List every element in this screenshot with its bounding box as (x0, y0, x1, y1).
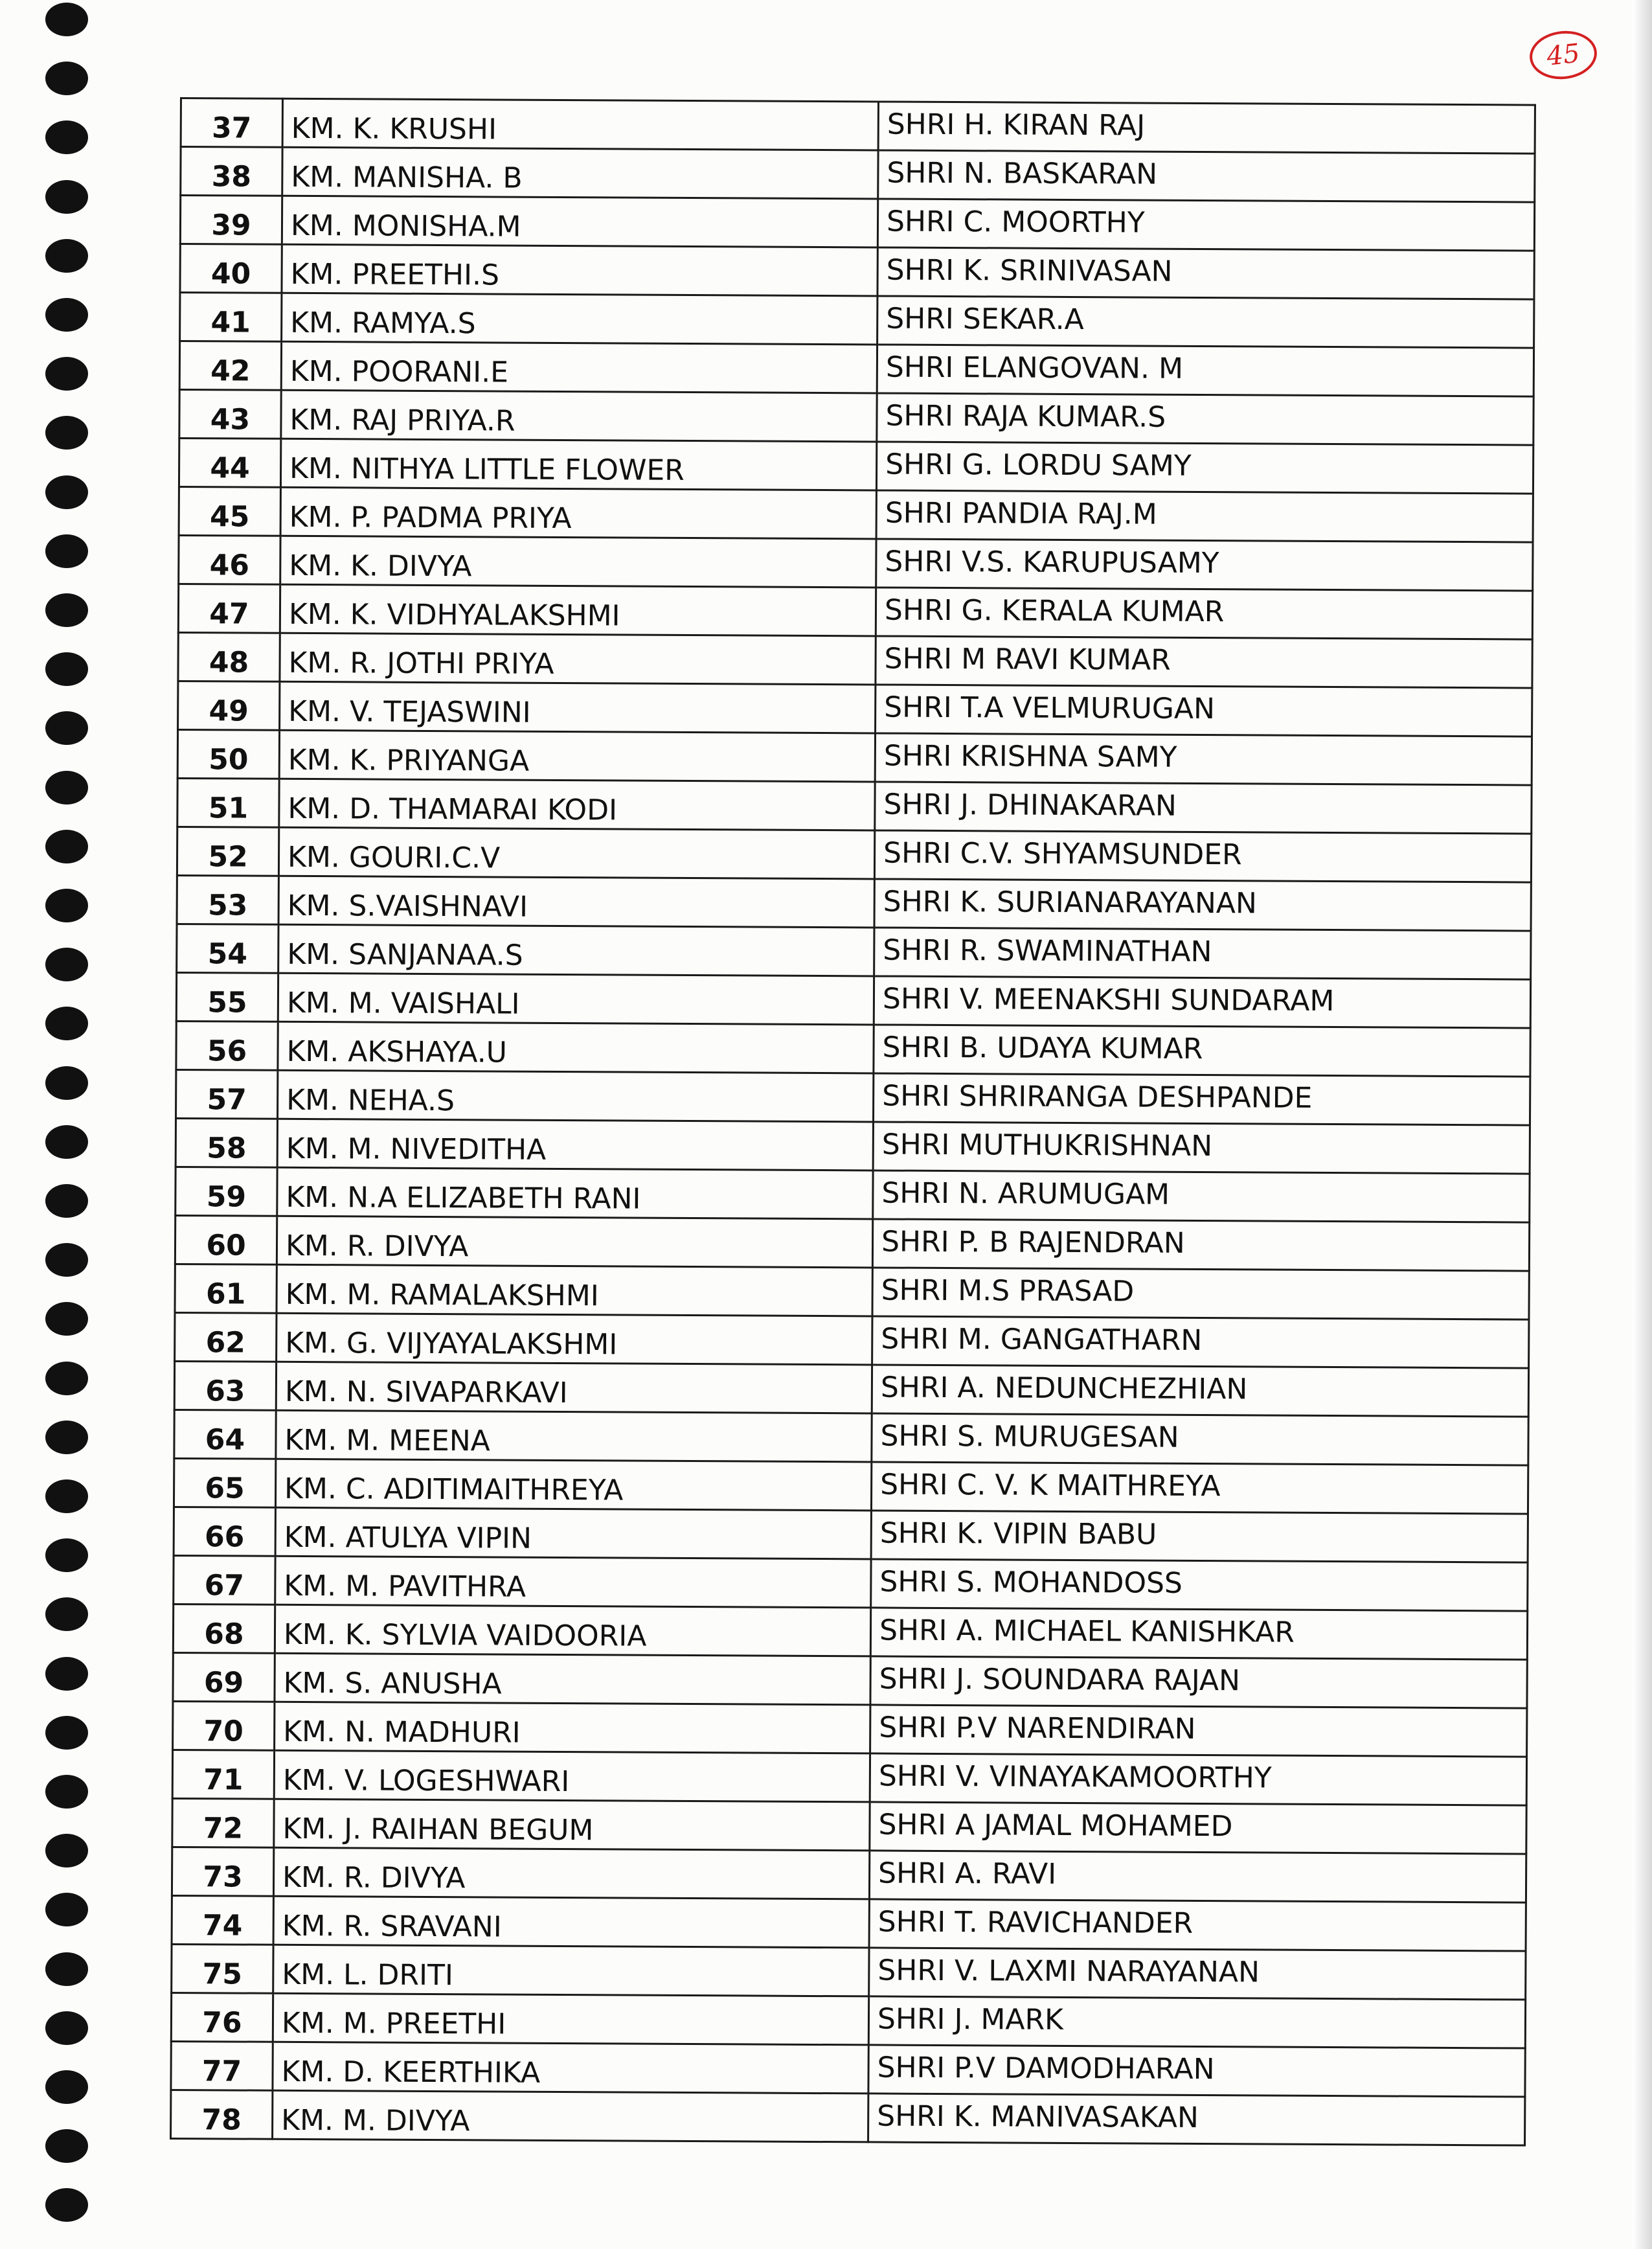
student-name-cell: KM. K. KRUSHI (282, 98, 878, 150)
binder-hole (45, 593, 88, 627)
table-row (174, 1410, 1528, 1465)
father-name-cell: SHRI SEKAR.A (877, 296, 1534, 348)
father-name-cell: SHRI J. SOUNDARA RAJAN (870, 1656, 1527, 1708)
table-row (174, 1555, 1528, 1611)
table-row (172, 1895, 1526, 1951)
student-name-cell: KM. R. JOTHI PRIYA (280, 633, 876, 685)
serial-number-cell: 59 (175, 1167, 277, 1216)
binder-hole (45, 180, 88, 214)
table-row (181, 147, 1535, 203)
table-row (181, 98, 1535, 154)
student-name-cell: KM. C. ADITIMAITHREYA (275, 1459, 871, 1511)
father-name-cell: SHRI M. GANGATHARN (872, 1316, 1529, 1368)
father-name-cell: SHRI C. V. K MAITHREYA (871, 1462, 1528, 1514)
student-name-cell: KM. K. SYLVIA VAIDOORIA (275, 1604, 870, 1656)
father-name-cell: SHRI KRISHNA SAMY (875, 733, 1532, 785)
table-row (174, 1361, 1528, 1417)
table-row (180, 196, 1534, 251)
binder-hole (45, 416, 88, 450)
serial-number-cell: 54 (177, 924, 278, 973)
father-name-cell: SHRI MUTHUKRISHNAN (873, 1122, 1530, 1174)
student-name-cell: KM. AKSHAYA.U (278, 1022, 874, 1073)
serial-number-cell: 55 (176, 972, 278, 1022)
serial-number-cell: 73 (172, 1847, 273, 1896)
student-name-cell: KM. M. VAISHALI (278, 973, 874, 1025)
father-name-cell: SHRI M RAVI KUMAR (876, 636, 1532, 688)
student-name-cell: KM. L. DRITI (273, 1945, 869, 1996)
father-name-cell: SHRI G. LORDU SAMY (876, 442, 1533, 494)
student-name-cell: KM. RAMYA.S (282, 293, 877, 345)
father-name-cell: SHRI J. DHINAKARAN (875, 782, 1532, 834)
student-name-cell: KM. MANISHA. B (282, 147, 878, 199)
student-name-cell: KM. D. THAMARAI KODI (279, 779, 875, 830)
table-row (175, 1118, 1530, 1174)
student-name-cell: KM. R. SRAVANI (273, 1896, 869, 1948)
table-row (175, 1167, 1530, 1222)
father-name-cell: SHRI T.A VELMURUGAN (876, 685, 1532, 736)
father-name-cell: SHRI V. VINAYAKAMOORTHY (870, 1753, 1526, 1805)
father-name-cell: SHRI N. BASKARAN (878, 150, 1535, 202)
student-name-cell: KM. K. DIVYA (280, 536, 876, 588)
table-row (180, 244, 1534, 300)
serial-number-cell: 53 (177, 875, 278, 924)
binder-hole (45, 1893, 88, 1926)
binder-hole (45, 2129, 88, 2163)
table-row (173, 1604, 1527, 1660)
table-row (172, 1847, 1526, 1902)
serial-number-cell: 43 (179, 390, 281, 439)
student-name-cell: KM. S.VAISHNAVI (278, 876, 874, 928)
binder-hole (45, 652, 88, 686)
table-row (171, 2041, 1525, 2097)
table-row (175, 1264, 1529, 1319)
binder-hole (45, 1538, 88, 1572)
student-name-cell: KM. ATULYA VIPIN (275, 1507, 871, 1559)
binder-hole (45, 298, 88, 332)
serial-number-cell: 62 (175, 1312, 277, 1362)
table-row (178, 681, 1532, 736)
student-name-cell: KM. M. NIVEDITHA (277, 1119, 873, 1170)
student-name-cell: KM. P. PADMA PRIYA (280, 487, 876, 539)
serial-number-cell: 72 (172, 1798, 274, 1847)
binder-hole (45, 239, 88, 273)
binder-hole (45, 1479, 88, 1513)
table-row (177, 875, 1531, 931)
binder-hole (45, 1421, 88, 1454)
binder-hole (45, 534, 88, 568)
serial-number-cell: 75 (172, 1944, 273, 1993)
father-name-cell: SHRI A. RAVI (869, 1851, 1526, 1902)
table-row (177, 778, 1532, 834)
student-name-cell: KM. MONISHA.M (282, 196, 877, 247)
student-name-cell: KM. R. DIVYA (273, 1847, 869, 1899)
father-name-cell: SHRI T. RAVICHANDER (869, 1899, 1526, 1951)
father-name-cell: SHRI PANDIA RAJ.M (876, 490, 1533, 542)
page-number-text: 45 (1545, 38, 1581, 72)
student-name-cell: KM. M. DIVYA (273, 2090, 868, 2142)
binder-hole (45, 475, 88, 509)
student-name-cell: KM. R. DIVYA (277, 1216, 872, 1268)
serial-number-cell: 46 (179, 535, 280, 584)
father-name-cell: SHRI P.V NARENDIRAN (870, 1705, 1527, 1757)
serial-number-cell: 63 (174, 1361, 276, 1410)
student-name-cell: KM. RAJ PRIYA.R (281, 390, 877, 442)
student-name-cell: KM. NITHYA LITTLE FLOWER (280, 439, 876, 490)
table-row (179, 390, 1533, 446)
binder-hole (45, 3, 88, 36)
serial-number-cell: 44 (179, 439, 280, 488)
father-name-cell: SHRI ELANGOVAN. M (877, 345, 1533, 396)
binder-hole (45, 2070, 88, 2104)
serial-number-cell: 51 (177, 778, 279, 827)
table-row (176, 1021, 1530, 1077)
binder-hole (45, 711, 88, 745)
student-name-cell: KM. POORANI.E (281, 341, 877, 393)
binder-hole (45, 1007, 88, 1040)
serial-number-cell: 77 (171, 2041, 273, 2090)
binder-hole (45, 1657, 88, 1691)
serial-number-cell: 67 (174, 1555, 275, 1604)
student-list-table-wrap (170, 97, 1536, 2147)
page-number-stamp (1527, 28, 1599, 82)
table-row (174, 1507, 1528, 1562)
father-name-cell: SHRI A. MICHAEL KANISHKAR (870, 1608, 1527, 1660)
table-row (176, 1069, 1530, 1125)
table-row (177, 924, 1531, 979)
binder-hole (45, 1066, 88, 1100)
father-name-cell: SHRI P.V DAMODHARAN (868, 2045, 1525, 2097)
serial-number-cell: 66 (174, 1507, 275, 1556)
student-name-cell: KM. K. PRIYANGA (279, 730, 875, 782)
father-name-cell: SHRI K. SURIANARAYANAN (874, 879, 1531, 931)
father-name-cell: SHRI K. VIPIN BABU (871, 1511, 1528, 1562)
student-name-cell: KM. G. VIJYAYALAKSHMI (277, 1313, 872, 1365)
binder-hole (45, 1716, 88, 1750)
father-name-cell: SHRI V. LAXMI NARAYANAN (869, 1948, 1526, 2000)
binder-hole (45, 2011, 88, 2045)
table-row (176, 972, 1530, 1028)
serial-number-cell: 56 (176, 1021, 278, 1070)
table-row (179, 486, 1533, 542)
father-name-cell: SHRI SHRIRANGA DESHPANDE (874, 1073, 1530, 1125)
table-row (179, 439, 1533, 494)
serial-number-cell: 42 (179, 341, 281, 391)
table-row (175, 1215, 1529, 1271)
binder-hole (45, 1362, 88, 1395)
binder-hole (45, 1125, 88, 1159)
father-name-cell: SHRI RAJA KUMAR.S (877, 393, 1533, 445)
student-name-cell: KM. N.A ELIZABETH RANI (277, 1167, 873, 1219)
serial-number-cell: 37 (181, 98, 282, 148)
serial-number-cell: 74 (172, 1895, 273, 1945)
serial-number-cell: 39 (180, 196, 282, 245)
father-name-cell: SHRI C. MOORTHY (877, 199, 1534, 251)
serial-number-cell: 41 (180, 293, 282, 342)
serial-number-cell: 60 (175, 1215, 277, 1264)
binder-hole (45, 1597, 88, 1631)
binder-hole (45, 1184, 88, 1218)
father-name-cell: SHRI S. MURUGESAN (872, 1413, 1528, 1465)
father-name-cell: SHRI K. SRINIVASAN (877, 247, 1534, 299)
father-name-cell: SHRI J. MARK (868, 1996, 1525, 2048)
serial-number-cell: 40 (180, 244, 282, 293)
binder-hole (45, 120, 88, 154)
father-name-cell: SHRI P. B RAJENDRAN (872, 1219, 1529, 1271)
serial-number-cell: 47 (178, 584, 280, 633)
binder-hole (45, 2188, 88, 2222)
binder-hole (45, 1775, 88, 1809)
father-name-cell: SHRI M.S PRASAD (872, 1268, 1529, 1319)
table-row (172, 1750, 1526, 1805)
binder-hole (45, 1302, 88, 1336)
student-name-cell: KM. M. RAMALAKSHMI (277, 1264, 872, 1316)
student-name-cell: KM. NEHA.S (278, 1070, 874, 1122)
binder-holes (45, 0, 97, 2249)
table-row (171, 1992, 1525, 2048)
serial-number-cell: 52 (177, 827, 278, 876)
serial-number-cell: 71 (172, 1750, 274, 1799)
student-name-cell: KM. M. PREETHI (273, 1993, 868, 2045)
binder-hole (45, 948, 88, 981)
table-row (178, 584, 1532, 639)
page-edge-shadow (1633, 0, 1652, 2249)
binder-hole (45, 771, 88, 805)
student-name-cell: KM. V. LOGESHWARI (274, 1750, 870, 1802)
father-name-cell: SHRI B. UDAYA KUMAR (874, 1025, 1530, 1077)
table-row (177, 729, 1532, 785)
student-name-cell: KM. J. RAIHAN BEGUM (274, 1799, 870, 1851)
father-name-cell: SHRI N. ARUMUGAM (873, 1170, 1530, 1222)
student-name-cell: KM. GOURI.C.V (278, 827, 874, 879)
table-row (174, 1458, 1528, 1514)
serial-number-cell: 58 (175, 1118, 277, 1167)
student-name-cell: KM. M. MEENA (276, 1410, 872, 1462)
serial-number-cell: 49 (178, 681, 280, 730)
student-name-cell: KM. S. ANUSHA (275, 1653, 870, 1705)
serial-number-cell: 70 (173, 1701, 275, 1750)
binder-hole (45, 1952, 88, 1986)
binder-hole (45, 357, 88, 391)
student-name-cell: KM. M. PAVITHRA (275, 1556, 871, 1608)
table-row (178, 632, 1532, 688)
serial-number-cell: 78 (171, 2090, 273, 2139)
serial-number-cell: 65 (174, 1458, 275, 1507)
binder-hole (45, 889, 88, 922)
serial-number-cell: 38 (181, 147, 282, 196)
father-name-cell: SHRI C.V. SHYAMSUNDER (874, 830, 1531, 882)
father-name-cell: SHRI A. NEDUNCHEZHIAN (872, 1365, 1528, 1417)
student-name-cell: KM. V. TEJASWINI (280, 681, 876, 733)
table-row (179, 535, 1533, 591)
father-name-cell: SHRI V. MEENAKSHI SUNDARAM (874, 976, 1530, 1028)
table-row (179, 341, 1533, 397)
table-row (173, 1652, 1527, 1708)
table-body (171, 98, 1535, 2146)
binder-hole (45, 1834, 88, 1867)
serial-number-cell: 61 (175, 1264, 277, 1313)
father-name-cell: SHRI G. KERALA KUMAR (876, 588, 1532, 639)
serial-number-cell: 64 (174, 1410, 276, 1459)
father-name-cell: SHRI S. MOHANDOSS (871, 1559, 1528, 1611)
serial-number-cell: 69 (173, 1652, 275, 1702)
table-row (171, 2090, 1525, 2145)
serial-number-cell: 76 (171, 1992, 273, 2042)
table-row (177, 827, 1531, 882)
father-name-cell: SHRI H. KIRAN RAJ (878, 102, 1535, 154)
student-name-cell: KM. SANJANAA.S (278, 924, 874, 976)
serial-number-cell: 68 (173, 1604, 275, 1653)
table-row (172, 1944, 1526, 2000)
binder-hole (45, 62, 88, 95)
student-name-cell: KM. PREETHI.S (282, 244, 877, 296)
table-row (172, 1798, 1526, 1854)
father-name-cell: SHRI V.S. KARUPUSAMY (876, 539, 1533, 591)
table-row (180, 293, 1534, 348)
serial-number-cell: 48 (178, 632, 280, 681)
serial-number-cell: 57 (176, 1069, 278, 1119)
binder-hole (45, 1243, 88, 1277)
father-name-cell: SHRI R. SWAMINATHAN (874, 928, 1531, 979)
student-name-cell: KM. D. KEERTHIKA (273, 2042, 868, 2094)
student-list-table (170, 97, 1536, 2147)
serial-number-cell: 50 (177, 729, 279, 779)
student-name-cell: KM. N. MADHURI (275, 1702, 870, 1753)
father-name-cell: SHRI K. MANIVASAKAN (868, 2094, 1525, 2145)
student-name-cell: KM. N. SIVAPARKAVI (276, 1362, 872, 1413)
table-row (175, 1312, 1529, 1368)
student-name-cell: KM. K. VIDHYALAKSHMI (280, 584, 876, 636)
table-row (173, 1701, 1527, 1757)
father-name-cell: SHRI A JAMAL MOHAMED (870, 1802, 1526, 1854)
binder-hole (45, 830, 88, 863)
serial-number-cell: 45 (179, 486, 280, 536)
